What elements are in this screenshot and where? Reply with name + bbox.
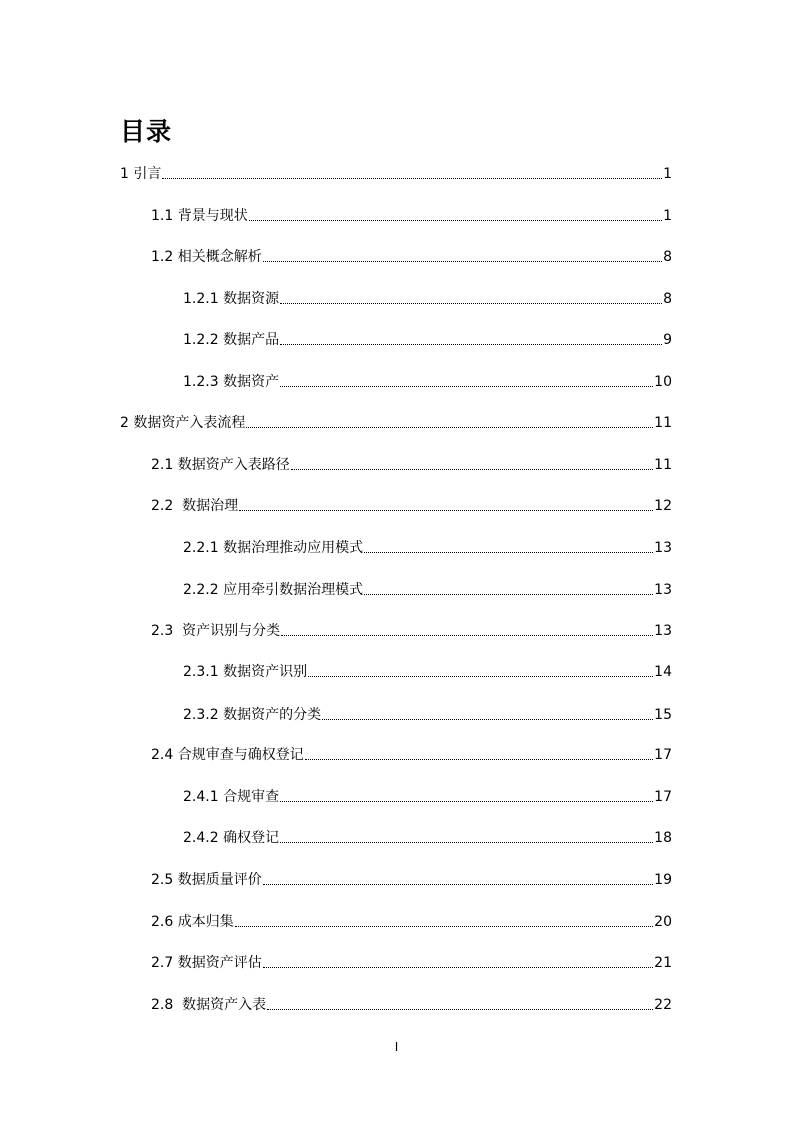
toc-page-number: 13 — [654, 623, 672, 639]
toc-entry[interactable] — [120, 164, 672, 184]
toc-page-number: 12 — [654, 498, 672, 514]
toc-entry-label: 2.4 合规审查与确权登记 — [151, 747, 304, 763]
toc-page-number: 15 — [654, 707, 672, 723]
toc-page-number: 17 — [654, 747, 672, 763]
toc-entry-label: 1.2.3 数据资产 — [183, 374, 280, 390]
dot-leader — [162, 177, 662, 179]
toc-page-number: 11 — [654, 457, 672, 473]
toc-entry[interactable] — [183, 289, 672, 309]
dot-leader — [291, 468, 653, 470]
toc-entry-label: 2.4.2 确权登记 — [183, 830, 280, 846]
dot-leader — [239, 509, 653, 511]
dot-leader — [364, 551, 653, 553]
toc-page-number: 21 — [654, 955, 672, 971]
toc-page-number: 8 — [663, 249, 672, 265]
page-number-footer: I — [394, 1040, 399, 1054]
dot-leader — [249, 219, 662, 221]
toc-entry[interactable] — [183, 372, 672, 392]
toc-entry[interactable] — [151, 247, 672, 267]
toc-entry[interactable] — [183, 330, 672, 350]
toc-entry-label: 1.2.1 数据资源 — [183, 291, 280, 307]
dot-leader — [263, 260, 662, 262]
dot-leader — [364, 593, 653, 595]
dot-leader — [281, 634, 653, 636]
toc-entry[interactable] — [151, 206, 672, 226]
dot-leader — [235, 925, 653, 927]
dot-leader — [308, 675, 653, 677]
toc-page-number: 9 — [663, 332, 672, 348]
toc-entry[interactable] — [183, 538, 672, 558]
toc-entry[interactable] — [151, 953, 672, 973]
toc-entry[interactable] — [183, 787, 672, 807]
toc-page-number: 11 — [654, 415, 672, 431]
dot-leader — [280, 841, 653, 843]
dot-leader — [246, 426, 653, 428]
dot-leader — [322, 718, 653, 720]
toc-entry-label: 2.1 数据资产入表路径 — [151, 457, 290, 473]
dot-leader — [263, 966, 653, 968]
toc-entry[interactable] — [183, 662, 672, 682]
toc-entry[interactable] — [151, 496, 672, 516]
toc-entry[interactable] — [151, 455, 672, 475]
toc-page-number: 22 — [654, 997, 672, 1013]
toc-page-number: 17 — [654, 789, 672, 805]
dot-leader — [263, 883, 653, 885]
toc-title: 目录 — [120, 117, 173, 146]
toc-entry[interactable] — [183, 828, 672, 848]
toc-page-number: 20 — [654, 914, 672, 930]
toc-entry[interactable] — [183, 580, 672, 600]
toc-entry[interactable] — [151, 745, 672, 765]
toc-entry-label: 2.2 数据治理 — [151, 498, 239, 514]
toc-entry-label: 2.2.1 数据治理推动应用模式 — [183, 540, 364, 556]
toc-entry-label: 2.7 数据资产评估 — [151, 955, 262, 971]
dot-leader — [280, 800, 653, 802]
toc-entry-label: 2.2.2 应用牵引数据治理模式 — [183, 582, 364, 598]
toc-entry-label: 2 数据资产入表流程 — [120, 415, 246, 431]
toc-entry-label: 1.1 背景与现状 — [151, 208, 248, 224]
toc-entry-label: 1.2.2 数据产品 — [183, 332, 280, 348]
dot-leader — [280, 343, 662, 345]
toc-entry-label: 1 引言 — [120, 166, 162, 182]
toc-page-number: 13 — [654, 540, 672, 556]
toc-entry-label: 2.3 资产识别与分类 — [151, 623, 281, 639]
toc-entry[interactable] — [120, 413, 672, 433]
toc-entry-label: 2.6 成本归集 — [151, 914, 234, 930]
toc-entry-label: 2.8 数据资产入表 — [151, 997, 267, 1013]
toc-entry[interactable] — [151, 870, 672, 890]
toc-page-number: 13 — [654, 582, 672, 598]
dot-leader — [267, 1008, 653, 1010]
toc-entry-label: 2.3.2 数据资产的分类 — [183, 707, 322, 723]
dot-leader — [280, 385, 653, 387]
toc-entry-label: 1.2 相关概念解析 — [151, 249, 262, 265]
dot-leader — [280, 302, 662, 304]
toc-page-number: 14 — [654, 664, 672, 680]
toc-page-number: 1 — [663, 208, 672, 224]
toc-page-number: 1 — [663, 166, 672, 182]
toc-entry[interactable] — [151, 621, 672, 641]
toc-entry[interactable] — [151, 912, 672, 932]
toc-entry[interactable] — [183, 705, 672, 725]
toc-entry-label: 2.5 数据质量评价 — [151, 872, 262, 888]
toc-page-number: 8 — [663, 291, 672, 307]
toc-entry[interactable] — [151, 995, 672, 1015]
toc-entry-label: 2.4.1 合规审查 — [183, 789, 280, 805]
toc-page-number: 19 — [654, 872, 672, 888]
toc-page-number: 18 — [654, 830, 672, 846]
toc-page-number: 10 — [654, 374, 672, 390]
toc-entry-label: 2.3.1 数据资产识别 — [183, 664, 308, 680]
dot-leader — [305, 758, 653, 760]
